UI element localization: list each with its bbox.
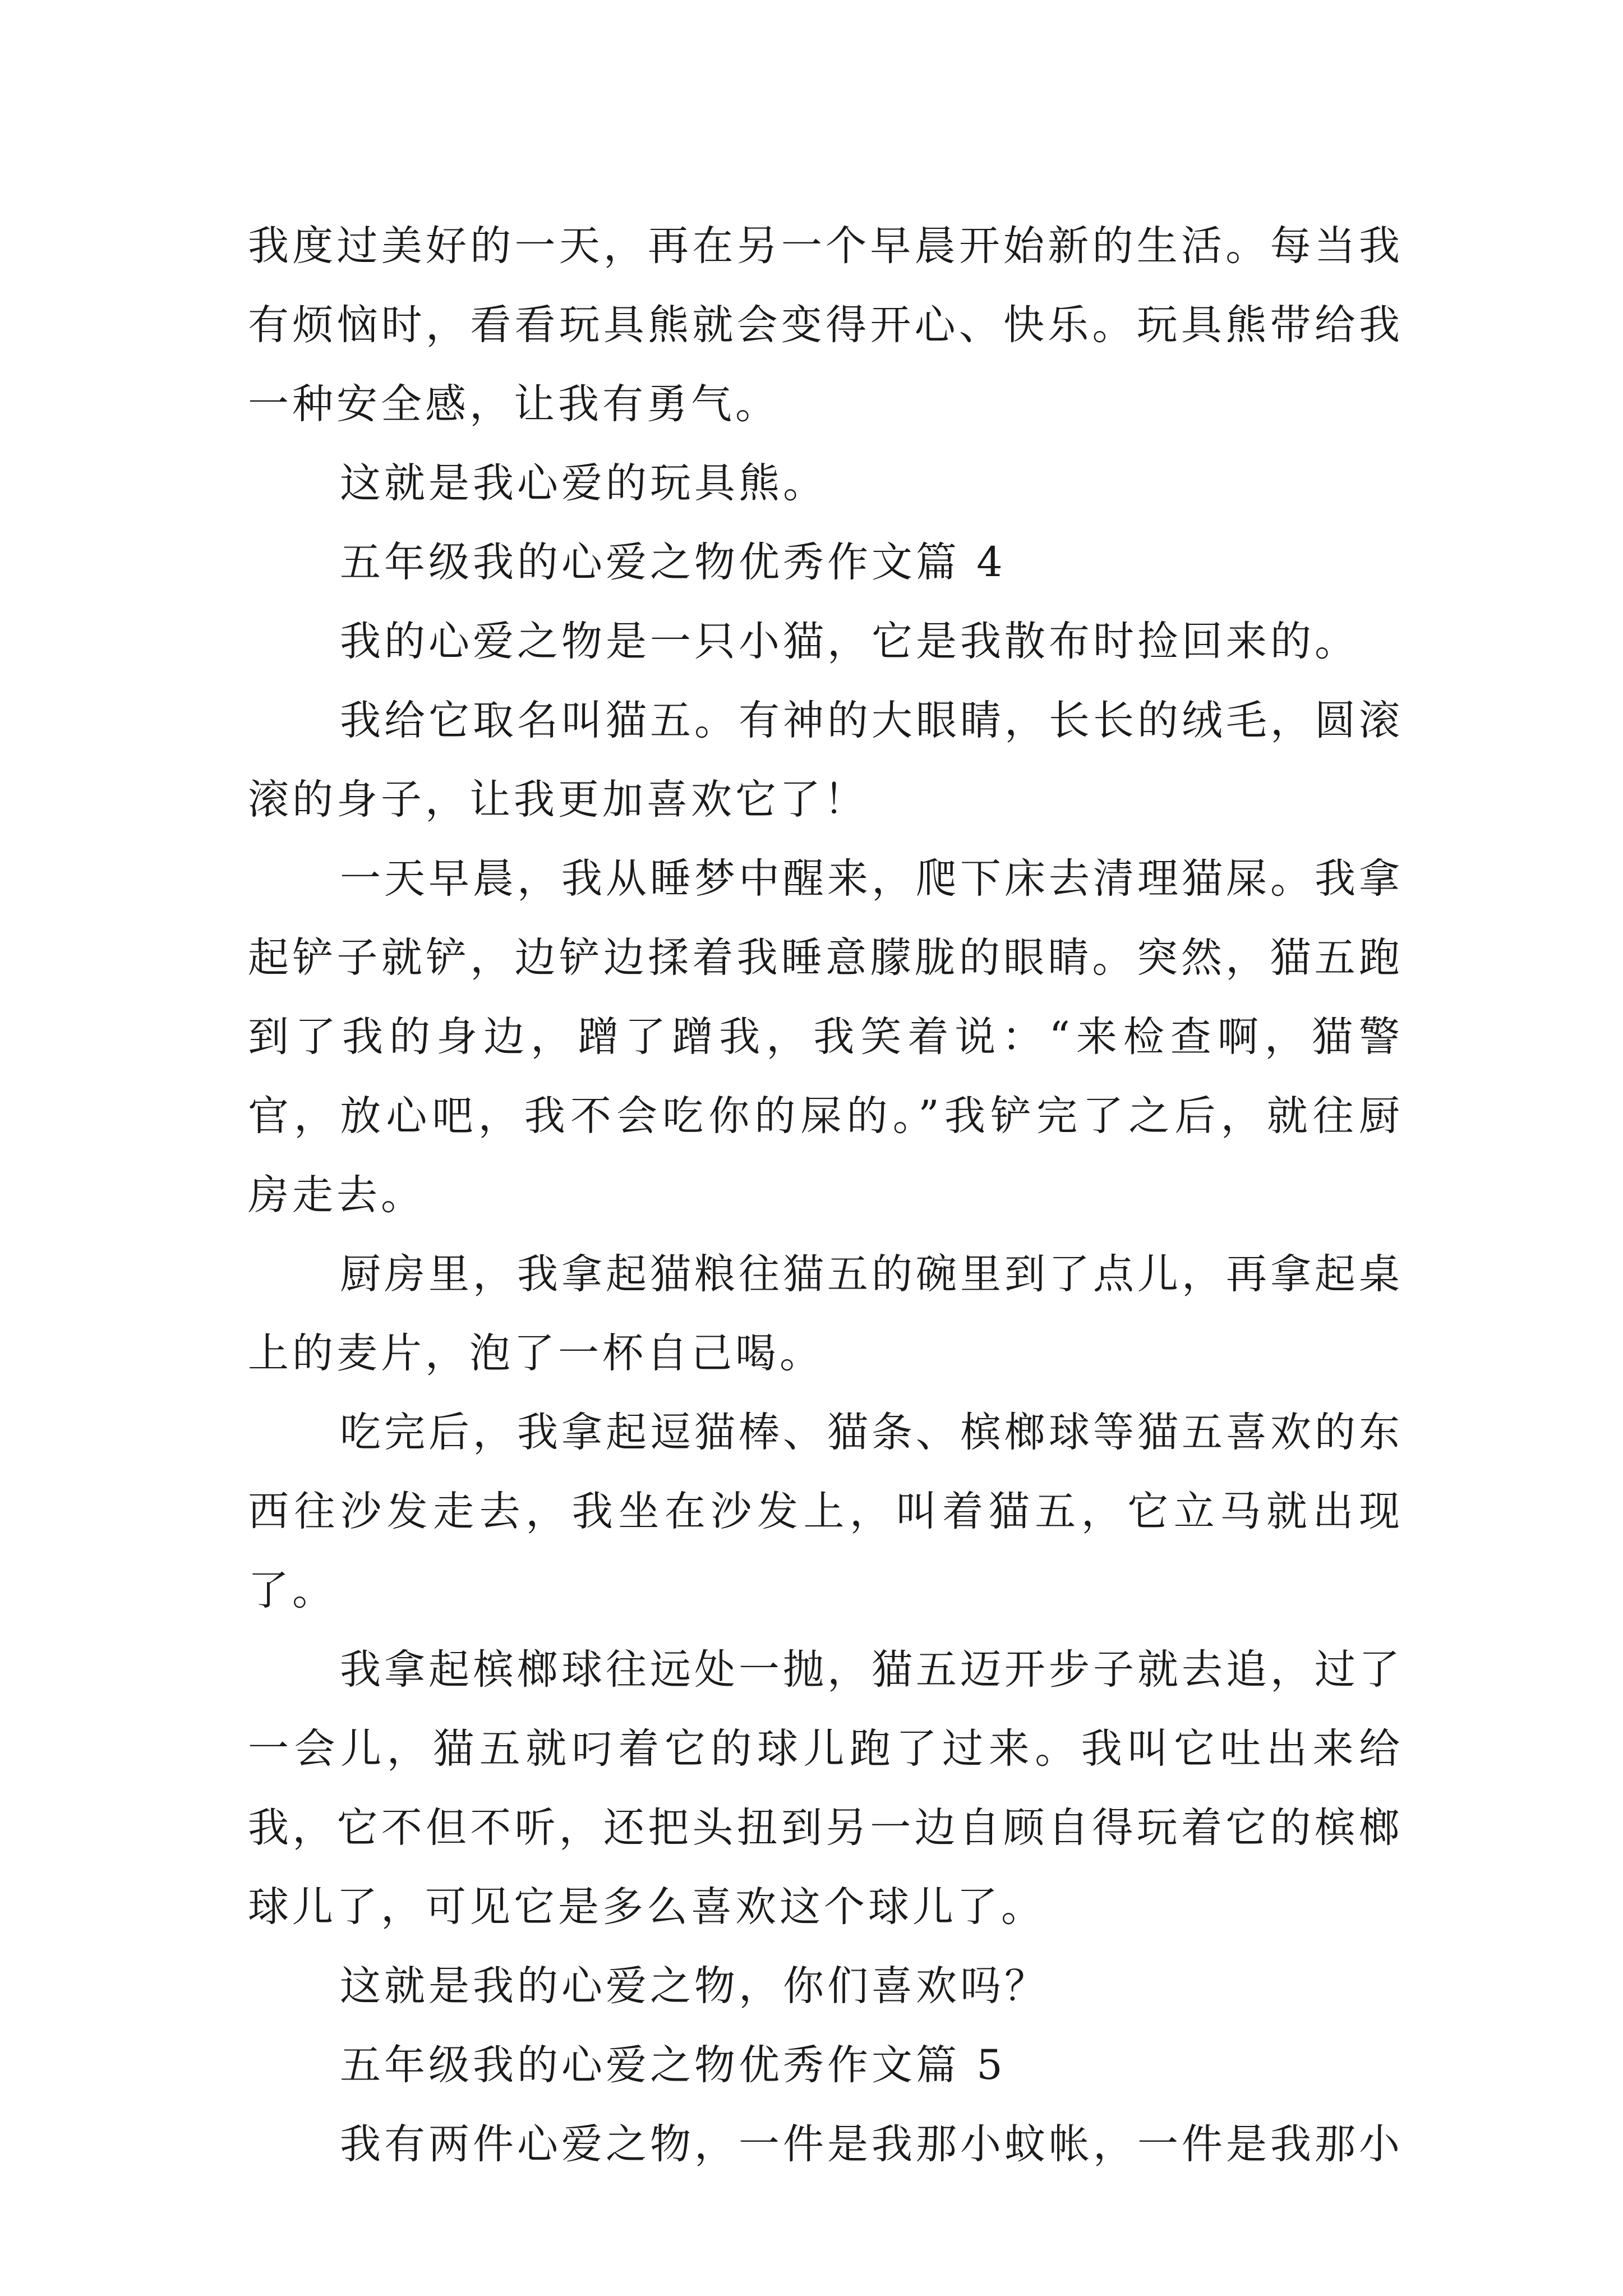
paragraph: 厨房里，我拿起猫粮往猫五的碗里到了点儿，再拿起桌上的麦片，泡了一杯自己喝。 xyxy=(248,1250,1403,1377)
paragraph: 我有两件心爱之物，一件是我那小蚊帐，一件是我那小 xyxy=(340,2120,1403,2168)
paragraph: 一天早晨，我从睡梦中醒来，爬下床去清理猫屎。我拿起铲子就铲，边铲边揉着我睡意朦胧的眼睛。突然，猫五跑到了我的身边，蹭了蹭我，我笑着说：“来检查啊，猫警官，放心吧，我不会吃你的屎的。”我铲完了之后，就往厨房走去。 xyxy=(248,855,1403,1219)
paragraph: 这就是我的心爱之物，你们喜欢吗？ xyxy=(340,1962,1049,2010)
paragraph: 这就是我心爱的玩具熊。 xyxy=(340,459,827,507)
document-body xyxy=(248,206,1403,2184)
paragraph: 我拿起槟榔球往远处一抛，猫五迈开步子就去追，过了一会儿，猫五就叼着它的球儿跑了过来。我叫它吐出来给我，它不但不听，还把头扭到另一边自顾自得玩着它的槟榔球儿了，可见它是多么喜欢这个球儿了。 xyxy=(248,1646,1403,1931)
section-heading-5: 五年级我的心爱之物优秀作文篇 5 xyxy=(340,2041,1006,2089)
paragraph-continuation: 我度过美好的一天，再在另一个早晨开始新的生活。每当我有烦恼时，看看玩具熊就会变得开心、快乐。玩具熊带给我一种安全感，让我有勇气。 xyxy=(248,222,1403,428)
paragraph: 吃完后，我拿起逗猫棒、猫条、槟榔球等猫五喜欢的东西往沙发走去，我坐在沙发上，叫着猫五，它立马就出现了。 xyxy=(248,1409,1403,1614)
paragraph: 我的心爱之物是一只小猫，它是我散布时捡回来的。 xyxy=(340,618,1359,665)
paragraph: 我给它取名叫猫五。有神的大眼睛，长长的绒毛，圆滚滚的身子，让我更加喜欢它了！ xyxy=(248,697,1403,823)
section-heading-4: 五年级我的心爱之物优秀作文篇 4 xyxy=(340,539,1006,586)
